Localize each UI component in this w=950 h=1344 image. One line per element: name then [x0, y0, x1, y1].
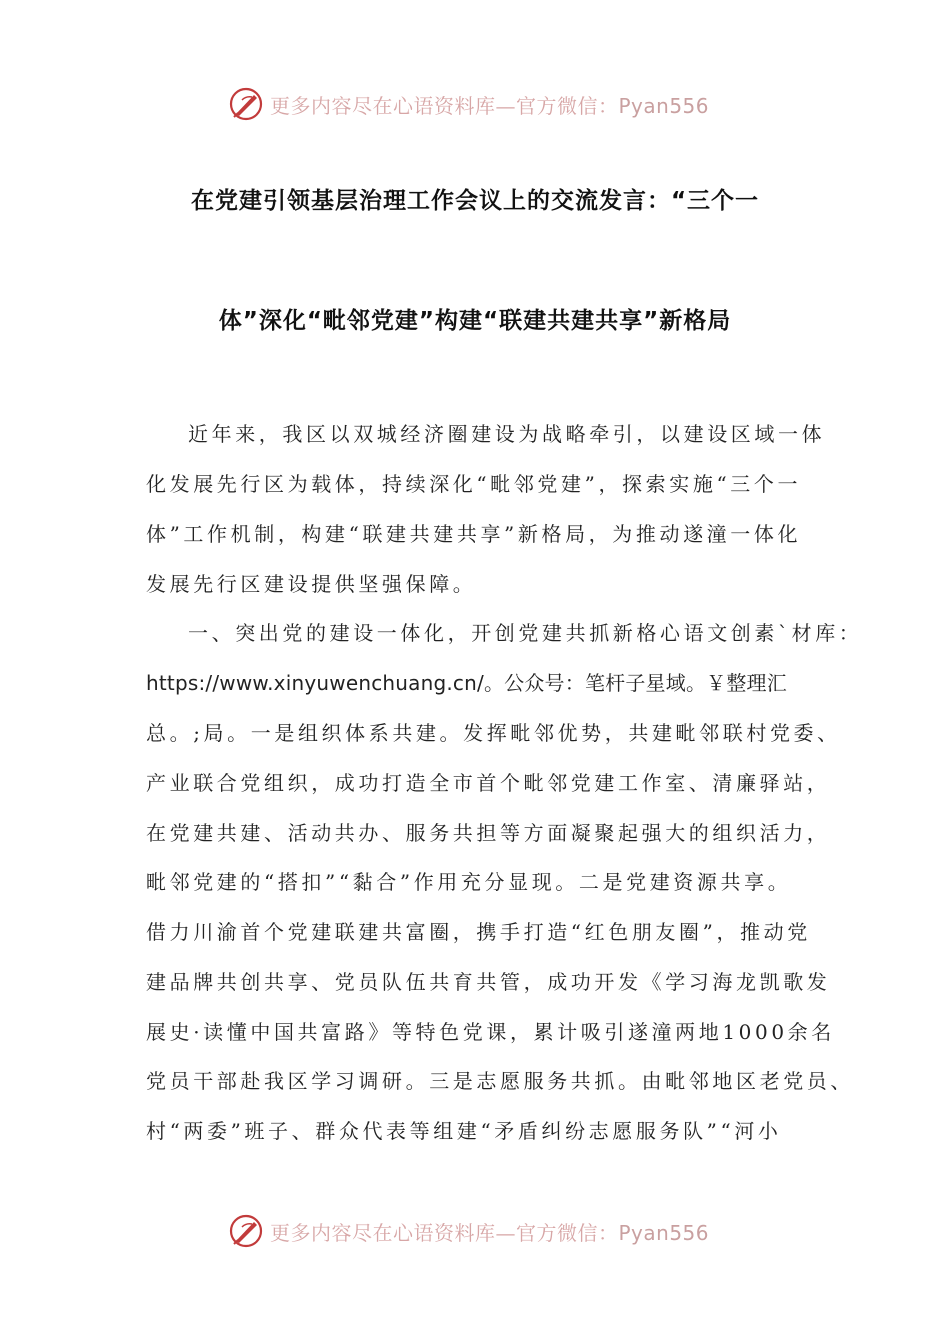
- body-line: 产业联合党组织，成功打造全市首个毗邻党建工作室、清廉驿站，: [146, 771, 831, 795]
- body-line: 展史·读懂中国共富路》等特色党课，累计吸引遂潼两地1000余名: [146, 1020, 835, 1044]
- wechat-id: Pyan556: [618, 93, 710, 118]
- quill-logo-icon: [228, 86, 264, 122]
- wechat-id: Pyan556: [618, 1220, 710, 1245]
- quill-logo-icon: [228, 1213, 264, 1249]
- body-line: 发展先行区建设提供坚强保障。: [146, 572, 477, 596]
- footer-watermark: [0, 1211, 950, 1251]
- body-line: 总。;局。一是组织体系共建。发挥毗邻优势，共建毗邻联村党委、: [146, 721, 841, 745]
- watermark-text: 更多内容尽在心语资料库—官方微信：Pyan556: [270, 93, 710, 118]
- body-line: 近年来，我区以双城经济圈建设为战略牵引，以建设区域一体: [188, 422, 826, 446]
- body-line: 化发展先行区为载体，持续深化“毗邻党建”，探索实施“三个一: [146, 472, 802, 496]
- body-line: 党员干部赴我区学习调研。三是志愿服务共抓。由毗邻地区老党员、: [146, 1069, 854, 1093]
- document-title-line-1: 在党建引领基层治理工作会议上的交流发言：“三个一: [190, 188, 760, 214]
- body-line: 村“两委”班子、群众代表等组建“矛盾纠纷志愿服务队”“河小: [146, 1119, 782, 1143]
- body-line: 一、突出党的建设一体化，开创党建共抓新格心语文创素`材库：: [188, 621, 863, 645]
- body-line: 借力川渝首个党建联建共富圈，携手打造“红色朋友圈”，推动党: [146, 920, 811, 944]
- body-line: 建品牌共创共享、党员队伍共育共管，成功开发《学习海龙凯歌发: [146, 970, 831, 994]
- body-line-url: https://www.xinyuwenchuang.cn/。公众号：笔杆子星域。￥整理汇: [146, 671, 787, 695]
- body-line: 体”工作机制，构建“联建共建共享”新格局，为推动遂潼一体化: [146, 522, 802, 546]
- document-title-line-2: 体”深化“毗邻党建”构建“联建共建共享”新格局: [218, 308, 732, 334]
- watermark-text: 更多内容尽在心语资料库—官方微信：Pyan556: [270, 1220, 710, 1245]
- header-watermark: [0, 84, 950, 124]
- body-line: 毗邻党建的“搭扣”“黏合”作用充分显现。二是党建资源共享。: [146, 870, 792, 894]
- body-line: 在党建共建、活动共办、服务共担等方面凝聚起强大的组织活力，: [146, 821, 831, 845]
